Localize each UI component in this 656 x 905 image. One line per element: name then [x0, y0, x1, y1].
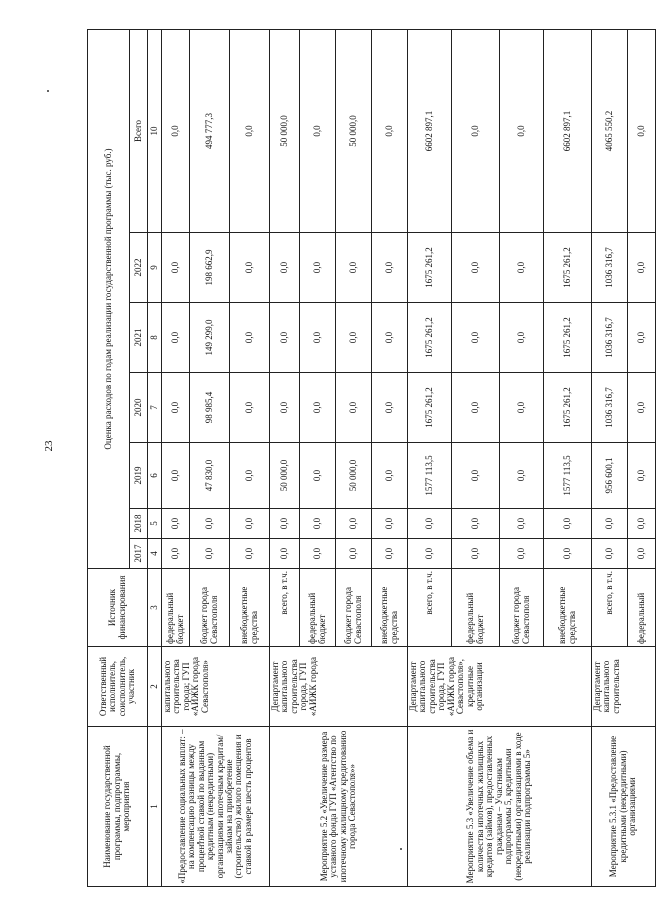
value-cell: 0,0 — [300, 30, 336, 233]
value-cell: 0,0 — [452, 509, 500, 539]
value-cell: 0,0 — [544, 509, 592, 539]
value-cell: 0,0 — [452, 539, 500, 569]
funding-source: федеральный — [628, 569, 656, 647]
value-cell: 0,0 — [500, 373, 544, 443]
value-cell: 1675 261,2 — [408, 233, 452, 303]
value-cell: 1036 316,7 — [592, 233, 628, 303]
value-cell: 1577 113,5 — [544, 443, 592, 509]
value-cell: 0,0 — [628, 303, 656, 373]
value-cell: 0,0 — [270, 539, 300, 569]
rotated-table-page — [87, 30, 646, 887]
value-cell: 1036 316,7 — [592, 303, 628, 373]
year-2022: 2022 — [130, 233, 148, 303]
value-cell: 0,0 — [500, 509, 544, 539]
funding-source: внебюджетные средства — [230, 569, 270, 647]
value-cell: 0,0 — [372, 509, 408, 539]
funding-source: бюджет города Севастополя — [336, 569, 372, 647]
year-2020: 2020 — [130, 373, 148, 443]
value-cell: 98 985,4 — [190, 373, 230, 443]
value-cell: 0,0 — [162, 303, 190, 373]
value-cell: 0,0 — [452, 303, 500, 373]
value-cell: 0,0 — [270, 373, 300, 443]
value-cell: 1675 261,2 — [408, 373, 452, 443]
value-cell: 0,0 — [230, 539, 270, 569]
value-cell: 1577 113,5 — [408, 443, 452, 509]
col-num: 5 — [148, 509, 162, 539]
value-cell: 50 000,0 — [270, 30, 300, 233]
funding-source: всего, в т.ч. — [592, 569, 628, 647]
scan-speck — [47, 90, 49, 92]
value-cell: 0,0 — [336, 539, 372, 569]
value-cell: 0,0 — [230, 443, 270, 509]
value-cell: 0,0 — [452, 373, 500, 443]
table-row — [408, 30, 452, 887]
value-cell: 0,0 — [300, 539, 336, 569]
value-cell: 47 830,0 — [190, 443, 230, 509]
value-cell: 0,0 — [162, 373, 190, 443]
program-name: Мероприятие 5.3 «Увеличение объема и количества ипотечных жилищных кредитов (займов), предоставленных гражданам – Участникам подпрограммы 5, кредитными (некредитными) организациями в ходе реализации подпрограммы 5» — [408, 727, 592, 887]
value-cell: 0,0 — [372, 539, 408, 569]
col-num: 4 — [148, 539, 162, 569]
value-cell: 0,0 — [628, 539, 656, 569]
program-name: «Предоставление социальных выплат: – на компенсацию разницы между процентной ставкой по выданным кредитным (некредитными) организациями ипотечным кредитам/займам на приобретение (строительство) жилого помещения и ставкой в размере шесть процентов — [162, 727, 270, 887]
value-cell: 0,0 — [162, 539, 190, 569]
value-cell: 0,0 — [500, 539, 544, 569]
program-name: Мероприятие 5.2 «Увеличение размера уставного фонда ГУП «Агентство по ипотечному жилищному кредитованию города Севастополя»» — [270, 727, 408, 887]
value-cell: 0,0 — [270, 509, 300, 539]
col-num: 10 — [148, 30, 162, 233]
header-source: Источник финансирования — [88, 569, 148, 647]
value-cell: 50 000,0 — [336, 443, 372, 509]
value-cell: 0,0 — [408, 539, 452, 569]
value-cell: 0,0 — [336, 233, 372, 303]
executor: капитального строительства города; ГУП «АИЖК города Севастополя» — [162, 647, 270, 727]
value-cell: 0,0 — [162, 30, 190, 233]
table-row — [162, 30, 190, 887]
value-cell: 0,0 — [628, 30, 656, 233]
value-cell: 0,0 — [162, 509, 190, 539]
value-cell: 956 600,1 — [592, 443, 628, 509]
col-num: 9 — [148, 233, 162, 303]
year-2021: 2021 — [130, 303, 148, 373]
year-2019: 2019 — [130, 443, 148, 509]
header-estimate: Оценка расходов по годам реализации государственной программы (тыс. руб.) — [88, 30, 130, 569]
value-cell: 0,0 — [372, 373, 408, 443]
value-cell: 0,0 — [500, 443, 544, 509]
value-cell: 0,0 — [230, 303, 270, 373]
value-cell: 0,0 — [300, 373, 336, 443]
funding-source: внебюджетные средства — [544, 569, 592, 647]
value-cell: 0,0 — [372, 443, 408, 509]
value-cell: 0,0 — [372, 233, 408, 303]
executor: Департамент капитального строительства города, ГУП «АИЖК города — [270, 647, 408, 727]
value-cell: 0,0 — [628, 233, 656, 303]
value-cell: 0,0 — [500, 233, 544, 303]
header-program: Наименование государственной программы, подпрограммы, мероприятия — [88, 727, 148, 887]
value-cell: 0,0 — [452, 233, 500, 303]
value-cell: 0,0 — [336, 509, 372, 539]
value-cell: 0,0 — [300, 303, 336, 373]
value-cell: 0,0 — [270, 233, 300, 303]
value-cell: 0,0 — [408, 509, 452, 539]
funding-source: федеральный бюджет — [162, 569, 190, 647]
funding-source: федеральный бюджет — [300, 569, 336, 647]
table-row — [270, 30, 300, 887]
value-cell: 0,0 — [300, 509, 336, 539]
value-cell: 149 299,0 — [190, 303, 230, 373]
value-cell: 0,0 — [500, 30, 544, 233]
funding-source: федеральный бюджет — [452, 569, 500, 647]
col-num: 6 — [148, 443, 162, 509]
col-num: 3 — [148, 569, 162, 647]
executor: Департамент капитального строительства — [592, 647, 656, 727]
page-number: 23 — [43, 440, 55, 452]
value-cell: 0,0 — [452, 30, 500, 233]
value-cell: 0,0 — [190, 509, 230, 539]
value-cell: 0,0 — [190, 539, 230, 569]
funding-source: внебюджетные средства — [372, 569, 408, 647]
funding-source: всего, в т.ч. — [270, 569, 300, 647]
header-executor: Ответственный исполнитель, соисполнитель, участник — [88, 647, 148, 727]
header-row — [88, 30, 130, 887]
funding-source: бюджет города Севастополя — [190, 569, 230, 647]
col-num: 8 — [148, 303, 162, 373]
value-cell: 0,0 — [452, 443, 500, 509]
value-cell: 0,0 — [230, 30, 270, 233]
value-cell: 0,0 — [230, 509, 270, 539]
year-total: Всего — [130, 30, 148, 233]
value-cell: 0,0 — [270, 303, 300, 373]
value-cell: 0,0 — [336, 373, 372, 443]
value-cell: 0,0 — [592, 509, 628, 539]
value-cell: 6602 897,1 — [544, 30, 592, 233]
funding-source: бюджет города Севастополя — [500, 569, 544, 647]
year-2018: 2018 — [130, 509, 148, 539]
value-cell: 0,0 — [372, 30, 408, 233]
funding-source: всего, в т.ч. — [408, 569, 452, 647]
value-cell: 1675 261,2 — [544, 303, 592, 373]
budget-table — [87, 29, 656, 887]
value-cell: 6602 897,1 — [408, 30, 452, 233]
value-cell: 0,0 — [230, 373, 270, 443]
value-cell: 1675 261,2 — [408, 303, 452, 373]
value-cell: 0,0 — [500, 303, 544, 373]
value-cell: 0,0 — [628, 509, 656, 539]
value-cell: 1036 316,7 — [592, 373, 628, 443]
value-cell: 0,0 — [336, 303, 372, 373]
value-cell: 0,0 — [300, 443, 336, 509]
value-cell: 0,0 — [592, 539, 628, 569]
value-cell: 494 777,3 — [190, 30, 230, 233]
header-numbers-row — [148, 30, 162, 887]
value-cell: 0,0 — [162, 443, 190, 509]
col-num: 2 — [148, 647, 162, 727]
value-cell: 50 000,0 — [336, 30, 372, 233]
table-row — [592, 30, 628, 887]
value-cell: 0,0 — [628, 373, 656, 443]
value-cell: 0,0 — [372, 303, 408, 373]
year-2017: 2017 — [130, 539, 148, 569]
value-cell: 0,0 — [628, 443, 656, 509]
col-num: 1 — [148, 727, 162, 887]
value-cell: 0,0 — [300, 233, 336, 303]
executor: Департамент капитального строительства города, ГУП «АИЖК города Севастополя», кредитные организации — [408, 647, 592, 727]
value-cell: 0,0 — [162, 233, 190, 303]
value-cell: 0,0 — [230, 233, 270, 303]
value-cell: 50 000,0 — [270, 443, 300, 509]
value-cell: 198 662,9 — [190, 233, 230, 303]
value-cell: 1675 261,2 — [544, 373, 592, 443]
value-cell: 1675 261,2 — [544, 233, 592, 303]
program-name: Мероприятие 5.3.1 «Предоставление кредитными (некредитными) организациями — [592, 727, 656, 887]
value-cell: 4065 550,2 — [592, 30, 628, 233]
value-cell: 0,0 — [544, 539, 592, 569]
col-num: 7 — [148, 373, 162, 443]
